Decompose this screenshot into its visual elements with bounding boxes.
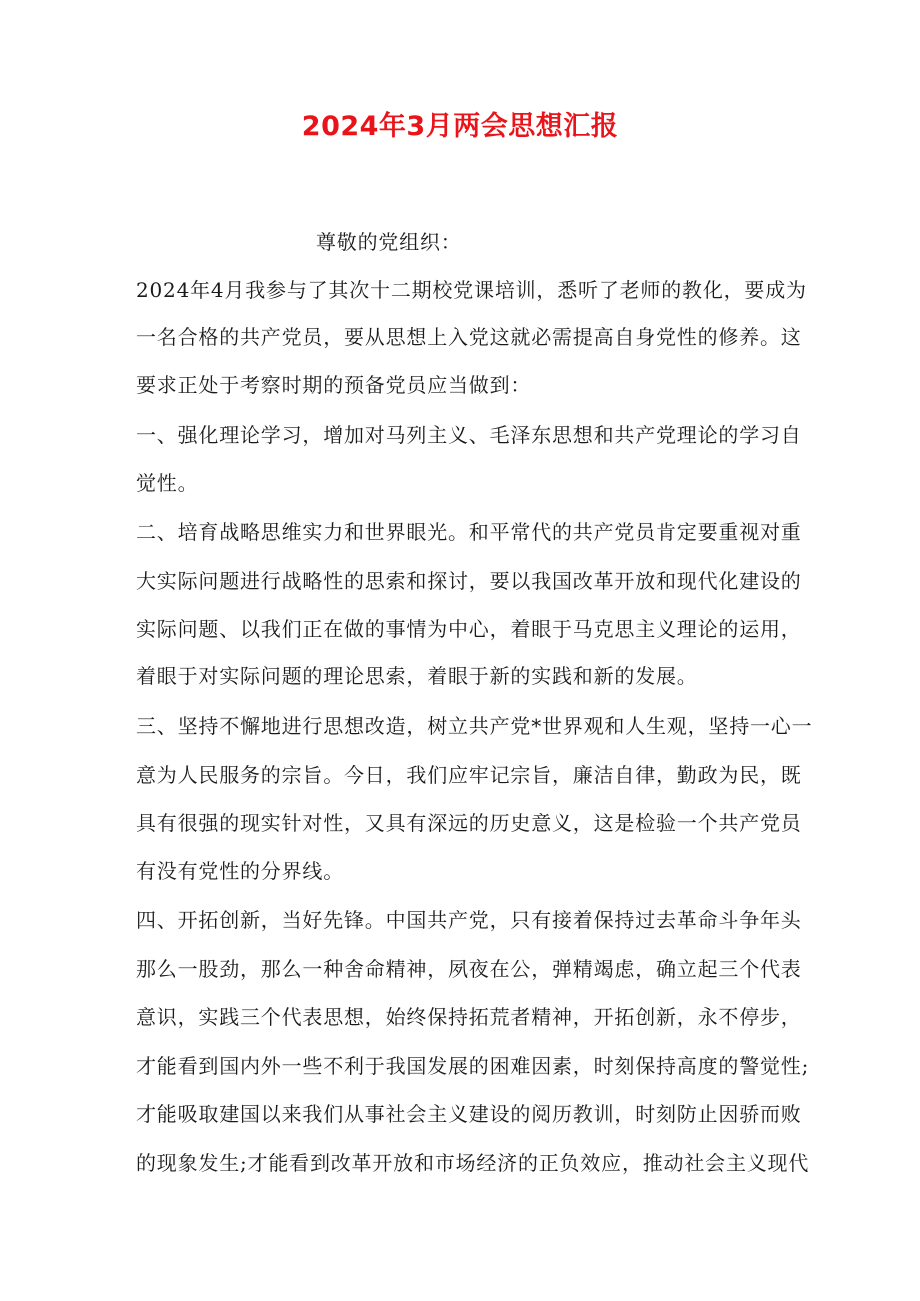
document-title: 2024年3月两会思想汇报 (301, 111, 619, 142)
body-line: 着眼于对实际问题的理论思索，着眼于新的实践和新的发展。 (136, 664, 698, 688)
body-line: 意为人民服务的宗旨。今日，我们应牢记宗旨，廉洁自律，勤政为民，既 (136, 763, 802, 787)
body-line: 二、培育战略思维实力和世界眼光。和平常代的共产党员肯定要重视对重 (136, 520, 802, 544)
body-line: 意识，实践三个代表思想，始终保持拓荒者精神，开拓创新，永不停步， (136, 1005, 802, 1029)
body-line: 实际问题、以我们正在做的事情为中心，着眼于马克思主义理论的运用， (136, 617, 802, 641)
body-line: 觉性。 (136, 471, 199, 495)
body-line: 一、强化理论学习，增加对马列主义、毛泽东思想和共产党理论的学习自 (136, 423, 802, 447)
body-line: 要求正处于考察时期的预备党员应当做到： (136, 373, 532, 397)
body-line: 一名合格的共产党员，要从思想上入党这就必需提高自身党性的修养。这 (136, 325, 802, 349)
body-line: 有没有党性的分界线。 (136, 859, 344, 883)
body-line: 四、开拓创新，当好先锋。中国共产党，只有接着保持过去革命斗争年头 (136, 908, 802, 932)
body-line: 那么一股劲，那么一种舍命精神，夙夜在公，弹精竭虑，确立起三个代表 (136, 957, 802, 981)
salutation: 尊敬的党组织： (316, 230, 462, 254)
body-line: 才能看到国内外一些不利于我国发展的困难因素，时刻保持高度的警觉性; (136, 1054, 810, 1078)
body-line: 具有很强的现实针对性，又具有深远的历史意义，这是检验一个共产党员 (136, 811, 802, 835)
body-line: 的现象发生;才能看到改革开放和市场经济的正负效应，推动社会主义现代 (136, 1151, 810, 1175)
body-line: 大实际问题进行战略性的思索和探讨，要以我国改革开放和现代化建设的 (136, 569, 802, 593)
body-line: 才能吸取建国以来我们从事社会主义建设的阅历教训，时刻防止因骄而败 (136, 1102, 802, 1126)
body-line: 三、坚持不懈地进行思想改造，树立共产党*世界观和人生观，坚持一心一 (136, 714, 813, 738)
body-line: 2024年4月我参与了其次十二期校党课培训，悉听了老师的教化，要成为 (136, 278, 807, 302)
